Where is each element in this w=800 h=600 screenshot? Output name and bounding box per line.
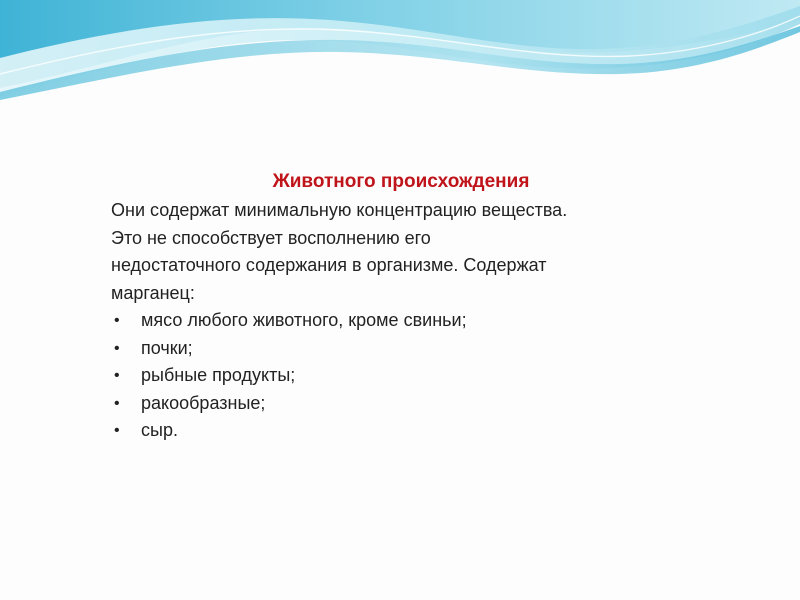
list-item-text: сыр. <box>141 420 178 440</box>
wave-header-decoration <box>0 0 800 110</box>
list-item-text: ракообразные; <box>141 392 266 413</box>
bullet-icon: • <box>114 367 120 384</box>
list-item-text: мясо любого животного, кроме свиньи; <box>141 310 467 330</box>
bullet-icon: • <box>114 422 120 439</box>
paragraph-line: Они содержат минимальную концентрацию вещества. <box>111 200 568 220</box>
list-item <box>111 362 711 390</box>
list-item <box>111 307 711 335</box>
paragraph-line: марганец: <box>111 282 195 303</box>
slide-heading: Животного происхождения <box>272 171 530 192</box>
list-item <box>111 390 711 418</box>
list-item <box>111 335 711 363</box>
list-item-text: почки; <box>141 337 193 358</box>
intro-paragraph <box>111 197 691 307</box>
list-item-text: рыбные продукты; <box>141 365 296 385</box>
slide-content <box>111 168 711 445</box>
list-item <box>111 417 711 445</box>
manganese-sources-list <box>111 307 711 445</box>
bullet-icon: • <box>114 312 120 329</box>
bullet-icon: • <box>114 394 120 412</box>
paragraph-line: Это не способствует восполнению его <box>111 227 431 248</box>
paragraph-line: недостаточного содержания в организме. Содержат <box>111 255 547 275</box>
bullet-icon: • <box>114 339 120 357</box>
